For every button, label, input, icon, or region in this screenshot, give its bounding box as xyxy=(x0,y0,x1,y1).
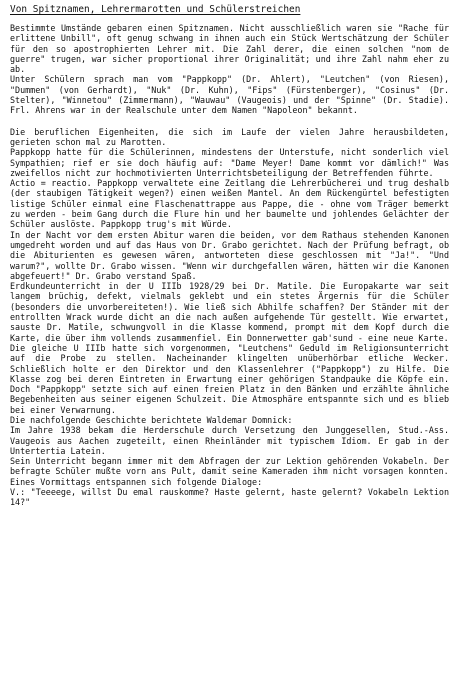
paragraph-marotten-intro: Die beruflichen Eigenheiten, die sich im Laufe der vielen Jahre herausbildeten, gerieten schon mal zu Marotten. xyxy=(10,126,449,147)
paragraph-vaugeois: Im Jahre 1938 bekam die Herderschule durch Versetzung den Junggesellen, Stud.-Ass. Vaugeois aus Aachen zugeteilt, einen Rheinländer mit typischem Idiom. Er gab in der Untertertia Latein. xyxy=(10,425,449,456)
paragraph-spitznamen-list: Unter Schülern sprach man vom "Pappkopp" (Dr. Ahlert), "Leutchen" (von Riesen), "Dummen" (von Gerhardt), "Nuk" (Dr. Kuhn), "Fips" (Fürstenberger), "Cosinus" (Dr. Stelter), "Winnetou" (Zimmermann), "Wauwau" (Vaugeois) und der "Spinne" (Dr. Stadie). Frl. Ahrens war in der Realschule unter dem Namen "Napoleon" bekannt. xyxy=(10,74,449,116)
dialog-line xyxy=(10,487,449,508)
paragraph-kanonen: In der Nacht vor dem ersten Abitur waren die beiden, vor dem Rathaus stehenden Kanonen umgedreht worden und auf das Haus von Dr. Grabo gerichtet. Nach der Prüfung befragt, ob die Abiturienten es gewesen wären, antworteten diese geschlossen mit "Ja!". "Und warum?", wollte Dr. Grabo wissen. "Wenn wir durchgefallen wären, hätten wir die Kanonen abgefeuert!" Dr. Grabo verstand Spaß. xyxy=(10,229,449,281)
paragraph-domnick-intro: Die nachfolgende Geschichte berichtete Waldemar Domnick: xyxy=(10,414,293,425)
document-title: Von Spitznamen, Lehrermarotten und Schülerstreichen xyxy=(10,4,301,15)
paragraph-erdkunde: Erdkundeunterricht in der U IIIb 1928/29 bei Dr. Matile. Die Europakarte war seit langem brüchig, defekt, vielmals geklebt und ein stetes Ärgernis für die Schüler (besonders die unvorbereiteten!). Wie ließ sich Abhilfe schaffen? Der Ständer mit der entrollten Wrack wurde dicht an die nach außen aufgehende Tür gestellt. Wie erwartet, sauste Dr. Matile, schwungvoll in die Klasse kommend, prompt mit dem Kopf durch die Karte, die über ihm vollends zusammenfiel. Ein Donnerwetter gab'sund - eine neue Karte. xyxy=(10,281,449,343)
dialog-text: "Teeeege, willst Du emal rauskomme? Haste gelernt, haste gelernt? Vokabeln Lektion 14?" xyxy=(10,487,449,508)
paragraph-pappkopp-dame: Pappkopp hatte für die Schülerinnen, mindestens der Unterstufe, nicht sonderlich viel Sympathien; rief er sie doch häufig auf: "Dame Meyer! Dame kommt vor dämlich!" Was zweifellos nicht zur hochmotivierten Unterrichtsbeteiligung der Betreffenden führte. xyxy=(10,147,449,178)
dialog-speaker: V.: xyxy=(10,487,26,498)
paragraph-actio-reactio: Actio = reactio. Pappkopp verwaltete eine Zeitlang die Lehrerbücherei und trug deshalb (der staubigen Tätigkeit wegen?) einen weißen Mantel. An dem Rückengürtel befestigten listige Schüler einmal eine Flaschenattrappe aus Pappe, die - ohne vom Träger bemerkt zu werden - beim Gang durch die Flure hin und her baumelte und johlendes Gelächter der Schüler auslöste. Pappkopp trug's mit Würde. xyxy=(10,178,449,230)
paragraph-dialog-intro: Eines Vormittags entspannen sich folgende Dialoge: xyxy=(10,476,263,487)
paragraph-vokabeln: Sein Unterricht begann immer mit dem Abfragen der zur Lektion gehörenden Vokabeln. Der befragte Schüler mußte vorn ans Pult, damit seine Kameraden ihm nicht vorsagen konnten. xyxy=(10,456,449,477)
paragraph-spitznamen-intro: Bestimmte Umstände gebaren einen Spitznamen. Nicht ausschließlich waren sie "Rache für erlittene Unbill", oft genug schwang in ihnen auch ein Stück Wertschätzung der Schüler für den so apostrophierten Lehrer mit. Die Zahl derer, die einen solchen "nom de guerre" trugen, war sicher proportional ihrer Originalität; und ihre Zahl nahm eher zu ab. xyxy=(10,23,449,75)
paragraph-wecker: Die gleiche U IIIb hatte sich vorgenommen, "Leutchens" Geduld im Religionsunterricht auf die Probe zu stellen. Nacheinander klingelten unüberhörbar etliche Wecker. Schließlich holte er den Direktor und den Klassenlehrer ("Pappkopp") zu Hilfe. Die Klasse zog bei deren Eintreten in Erwartung einer gehörigen Standpauke die Köpfe ein. Doch "Pappkopp" setzte sich auf einen freien Platz in den Bänken und erzählte ähnliche Begebenheiten aus seiner eigenen Schulzeit. Die Atmosphäre entspannte sich und es blieb bei einer Verwarnung. xyxy=(10,342,449,415)
